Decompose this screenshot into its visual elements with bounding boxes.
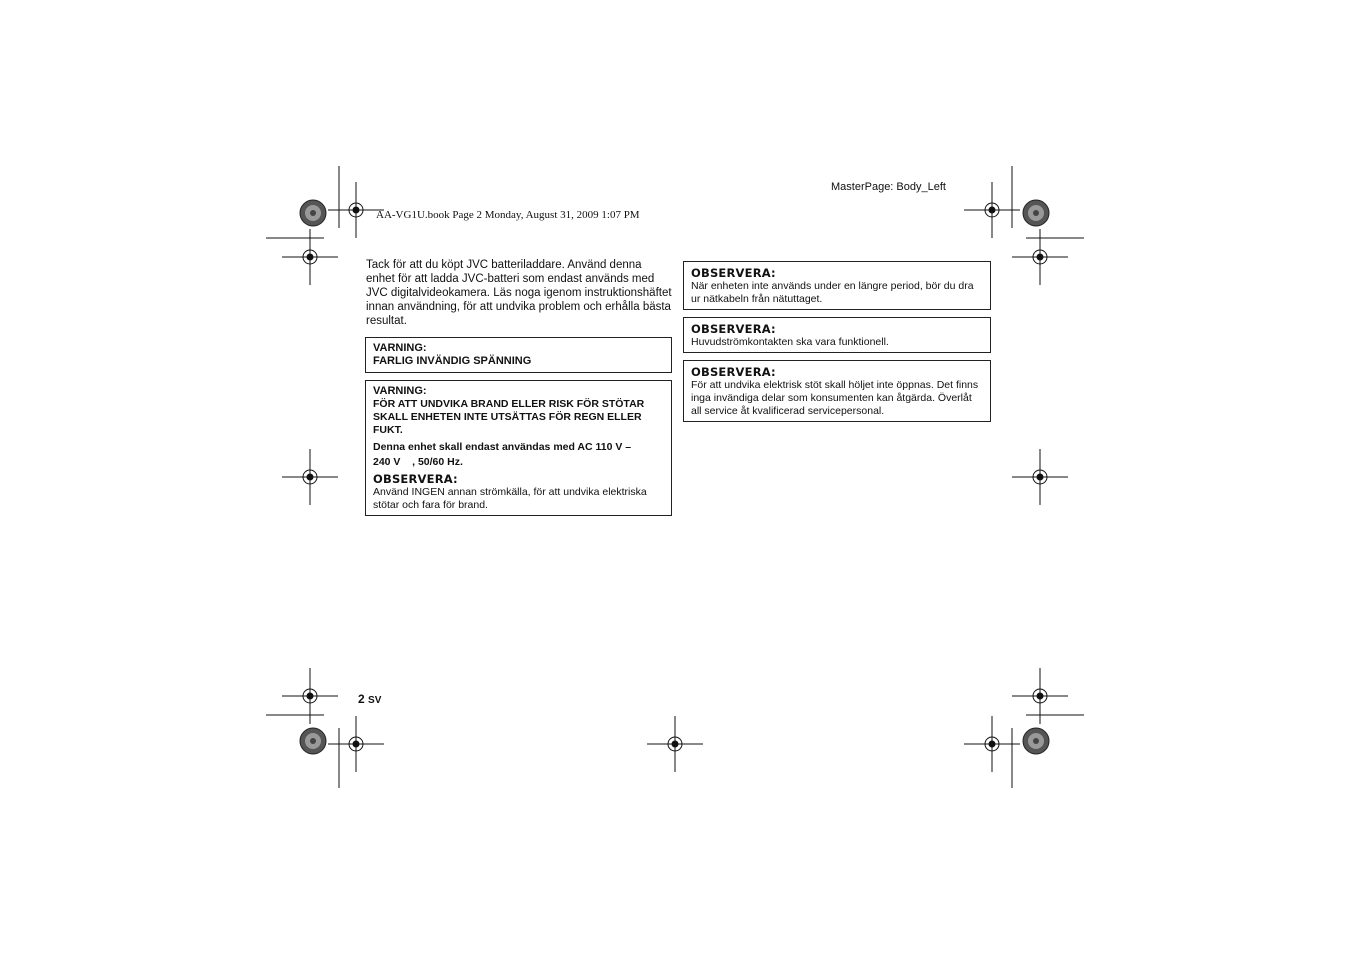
registration-mark-icon [300, 728, 326, 754]
page-number-value: 2 [358, 692, 365, 706]
observe-text: För att undvika elektrisk stöt skall höljet inte öppnas. Det finns inga invändiga delar som konsumenten kan åtgärda. Överlåt all service åt kvalificerad servicepersonal. [691, 379, 979, 417]
observe-text: När enheten inte används under en längre period, bör du dra ur nätkabeln från nätuttaget. [691, 280, 974, 305]
page-language: SV [368, 695, 382, 706]
page-number [358, 692, 381, 706]
observe-label: OBSERVERA: [691, 266, 776, 280]
warning-box-voltage [365, 337, 672, 373]
crosshair-icon [1012, 668, 1068, 724]
voltage-line-2: 240 V , 50/60 Hz. [373, 456, 463, 468]
masterpage-label: MasterPage: Body_Left [831, 181, 946, 193]
crosshair-icon [1012, 449, 1068, 505]
crosshair-icon [282, 229, 338, 285]
warning-label: VARNING: [373, 342, 427, 354]
observe-box-unplug [683, 261, 991, 310]
registration-mark-icon [1023, 200, 1049, 226]
book-info-line: AA-VG1U.book Page 2 Monday, August 31, 2009 1:07 PM [376, 209, 640, 221]
intro-paragraph: Tack för att du köpt JVC batteriladdare. Använd denna enhet för att ladda JVC-batteri som endast används med JVC digitalvideokamera. Läs noga igenom instruktionshäftet innan användning, för att undvika problem och erhålla bästa resultat. [366, 259, 672, 327]
observe-label: OBSERVERA: [691, 322, 776, 336]
registration-mark-icon [1023, 728, 1049, 754]
observe-text: Huvudströmkontakten ska vara funktionell. [691, 336, 889, 348]
warning-text: FÖR ATT UNDVIKA BRAND ELLER RISK FÖR STÖTAR SKALL ENHETEN INTE UTSÄTTAS FÖR REGN ELLER FUKT. [373, 398, 645, 436]
observe-label: OBSERVERA: [373, 472, 458, 486]
registration-mark-icon [300, 200, 326, 226]
crosshair-icon [647, 716, 703, 772]
warning-label: VARNING: [373, 385, 427, 397]
crosshair-icon [282, 449, 338, 505]
crosshair-icon [328, 716, 384, 772]
voltage-line-1: Denna enhet skall endast användas med AC 110 V – [373, 441, 632, 453]
observe-text: Använd INGEN annan strömkälla, för att undvika elektriska stötar och fara för brand. [373, 486, 647, 511]
observe-box-service [683, 360, 991, 422]
crosshair-icon [282, 668, 338, 724]
crosshair-icon [1012, 229, 1068, 285]
observe-box-mainswitch [683, 317, 991, 353]
observe-label: OBSERVERA: [691, 365, 776, 379]
warning-box-fire [365, 380, 672, 516]
warning-text: FARLIG INVÄNDIG SPÄNNING [373, 355, 532, 367]
